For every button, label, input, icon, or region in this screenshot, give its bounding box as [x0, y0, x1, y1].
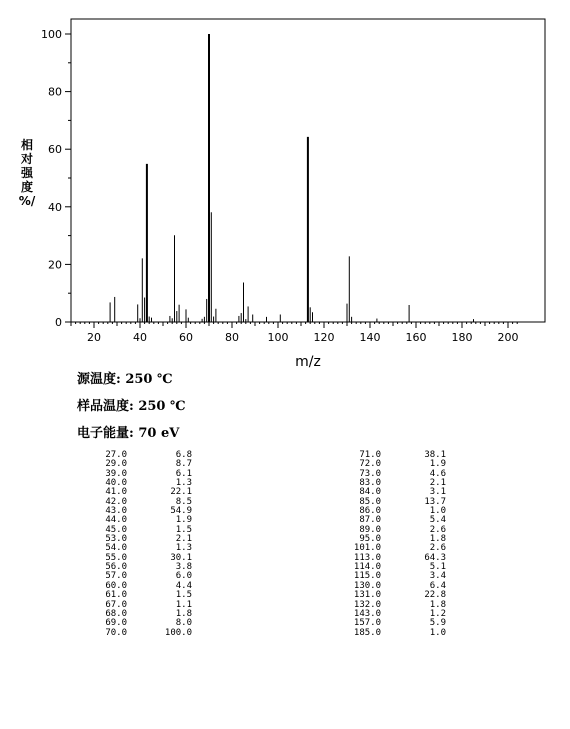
mz-value: 132.0 — [353, 599, 381, 610]
table-row — [326, 619, 446, 628]
mz-value: 56.0 — [105, 562, 127, 573]
intensity-value: 6.8 — [175, 450, 192, 460]
table-row — [72, 451, 192, 460]
intensity-value: 1.5 — [175, 590, 192, 601]
intensity-value: 4.4 — [175, 580, 192, 591]
intensity-value: 1.9 — [175, 515, 192, 526]
intensity-value: 100.0 — [164, 627, 192, 638]
table-row — [72, 563, 192, 572]
intensity-value: 30.1 — [170, 552, 192, 563]
intensity-value: 6.1 — [175, 468, 192, 479]
table-row — [72, 629, 192, 638]
intensity-value: 64.3 — [424, 552, 446, 563]
mz-value: 71.0 — [359, 450, 381, 460]
table-row — [72, 582, 192, 591]
table-row — [72, 535, 192, 544]
table-row — [326, 554, 446, 563]
y-axis-label-char: 度 — [20, 180, 33, 194]
y-tick-label: 100 — [41, 28, 62, 41]
intensity-value: 1.5 — [175, 524, 192, 535]
intensity-value: 54.9 — [170, 506, 192, 517]
table-row — [72, 610, 192, 619]
mz-value: 113.0 — [353, 552, 381, 563]
mz-value: 95.0 — [359, 534, 381, 545]
intensity-value: 38.1 — [424, 450, 446, 460]
intensity-value: 6.4 — [429, 580, 446, 591]
table-row — [326, 470, 446, 479]
x-axis-label: m/z — [295, 354, 321, 370]
intensity-value: 2.1 — [429, 478, 446, 489]
x-tick-label: 180 — [451, 331, 473, 344]
table-row — [326, 507, 446, 516]
table-row — [72, 507, 192, 516]
mz-value: 61.0 — [105, 590, 127, 601]
table-row — [72, 460, 192, 469]
y-axis-label-char: 强 — [20, 166, 33, 180]
mz-value: 43.0 — [105, 506, 127, 517]
mz-value: 68.0 — [105, 608, 127, 619]
y-tick-label: 0 — [55, 316, 62, 329]
intensity-value: 1.1 — [175, 599, 192, 610]
intensity-value: 22.1 — [170, 487, 192, 498]
mz-value: 87.0 — [359, 515, 381, 526]
table-row — [326, 498, 446, 507]
intensity-value: 1.8 — [429, 599, 446, 610]
x-tick-label: 60 — [179, 331, 193, 344]
table-row — [72, 526, 192, 535]
intensity-value: 5.4 — [429, 515, 446, 526]
mz-value: 72.0 — [359, 459, 381, 470]
table-row — [326, 572, 446, 581]
y-axis-label-char: 相 — [20, 138, 33, 152]
y-tick-label: 60 — [48, 143, 62, 157]
mz-value: 60.0 — [105, 580, 127, 591]
table-row — [72, 601, 192, 610]
table-row — [326, 451, 446, 460]
table-row — [326, 526, 446, 535]
intensity-value: 8.0 — [175, 618, 192, 629]
mz-value: 39.0 — [105, 468, 127, 479]
intensity-value: 1.8 — [429, 534, 446, 545]
table-row — [72, 554, 192, 563]
intensity-value: 1.0 — [429, 506, 446, 517]
intensity-value: 8.7 — [175, 459, 192, 470]
mz-value: 86.0 — [359, 506, 381, 517]
mz-value: 42.0 — [105, 496, 127, 507]
table-row — [72, 591, 192, 600]
intensity-value: 6.0 — [175, 571, 192, 582]
y-tick-label: 80 — [48, 85, 62, 99]
intensity-value: 1.8 — [175, 608, 192, 619]
intensity-value: 22.8 — [424, 590, 446, 601]
peak-table-right — [326, 451, 446, 638]
intensity-value: 1.3 — [175, 543, 192, 554]
mz-value: 53.0 — [105, 534, 127, 545]
mz-value: 83.0 — [359, 478, 381, 489]
mz-value: 115.0 — [353, 571, 381, 582]
sample-temperature: 样品温度: 250 ℃ — [77, 399, 186, 414]
mz-value: 130.0 — [353, 580, 381, 591]
table-row — [326, 601, 446, 610]
mz-value: 69.0 — [105, 618, 127, 629]
table-row — [326, 535, 446, 544]
mz-value: 73.0 — [359, 468, 381, 479]
intensity-value: 3.4 — [429, 571, 446, 582]
mz-value: 67.0 — [105, 599, 127, 610]
mz-value: 89.0 — [359, 524, 381, 535]
x-tick-label: 80 — [225, 331, 239, 344]
intensity-value: 5.9 — [429, 618, 446, 629]
x-tick-label: 160 — [405, 331, 427, 344]
x-tick-label: 200 — [497, 331, 519, 344]
mz-value: 41.0 — [105, 487, 127, 498]
intensity-value: 1.9 — [429, 459, 446, 470]
table-row — [72, 488, 192, 497]
mz-value: 185.0 — [353, 627, 381, 638]
table-row — [326, 629, 446, 638]
mz-value: 27.0 — [105, 450, 127, 460]
table-row — [72, 516, 192, 525]
mz-value: 157.0 — [353, 618, 381, 629]
y-axis-label — [18, 138, 36, 208]
intensity-value: 5.1 — [429, 562, 446, 573]
table-row — [326, 591, 446, 600]
intensity-value: 8.5 — [175, 496, 192, 507]
mz-value: 114.0 — [353, 562, 381, 573]
mz-value: 54.0 — [105, 543, 127, 554]
intensity-value: 2.6 — [429, 524, 446, 535]
intensity-value: 4.6 — [429, 468, 446, 479]
y-axis-label-char: 对 — [20, 152, 33, 166]
intensity-value: 1.3 — [175, 478, 192, 489]
intensity-value: 2.6 — [429, 543, 446, 554]
x-tick-label: 140 — [359, 331, 381, 344]
table-row — [326, 563, 446, 572]
x-axis — [71, 322, 519, 344]
source-temperature: 源温度: 250 ℃ — [77, 372, 173, 387]
table-row — [326, 460, 446, 469]
intensity-value: 1.2 — [429, 608, 446, 619]
table-row — [72, 470, 192, 479]
table-row — [326, 516, 446, 525]
mz-value: 84.0 — [359, 487, 381, 498]
x-tick-label: 120 — [313, 331, 335, 344]
spectrum-peaks — [110, 34, 473, 322]
mz-value: 85.0 — [359, 496, 381, 507]
intensity-value: 3.1 — [429, 487, 446, 498]
intensity-value: 3.8 — [175, 562, 192, 573]
y-axis-label-char: %/ — [18, 194, 36, 208]
table-row — [326, 610, 446, 619]
mz-value: 29.0 — [105, 459, 127, 470]
intensity-value: 1.0 — [429, 627, 446, 638]
mz-value: 143.0 — [353, 608, 381, 619]
intensity-value: 2.1 — [175, 534, 192, 545]
y-tick-label: 40 — [48, 200, 62, 214]
mz-value: 40.0 — [105, 478, 127, 489]
y-tick-label: 20 — [48, 258, 62, 272]
x-tick-label: 20 — [87, 331, 101, 344]
mz-value: 45.0 — [105, 524, 127, 535]
peak-table-left — [72, 451, 192, 638]
electron-energy: 电子能量: 70 eV — [77, 426, 180, 441]
x-tick-label: 100 — [267, 331, 289, 344]
y-axis — [41, 28, 71, 329]
table-row — [72, 572, 192, 581]
mz-value: 101.0 — [353, 543, 381, 554]
mz-value: 57.0 — [105, 571, 127, 582]
mz-value: 55.0 — [105, 552, 127, 563]
mz-value: 70.0 — [105, 627, 127, 638]
mz-value: 131.0 — [353, 590, 381, 601]
intensity-value: 13.7 — [424, 496, 446, 507]
table-row — [326, 479, 446, 488]
x-tick-label: 40 — [133, 331, 147, 344]
mz-value: 44.0 — [105, 515, 127, 526]
